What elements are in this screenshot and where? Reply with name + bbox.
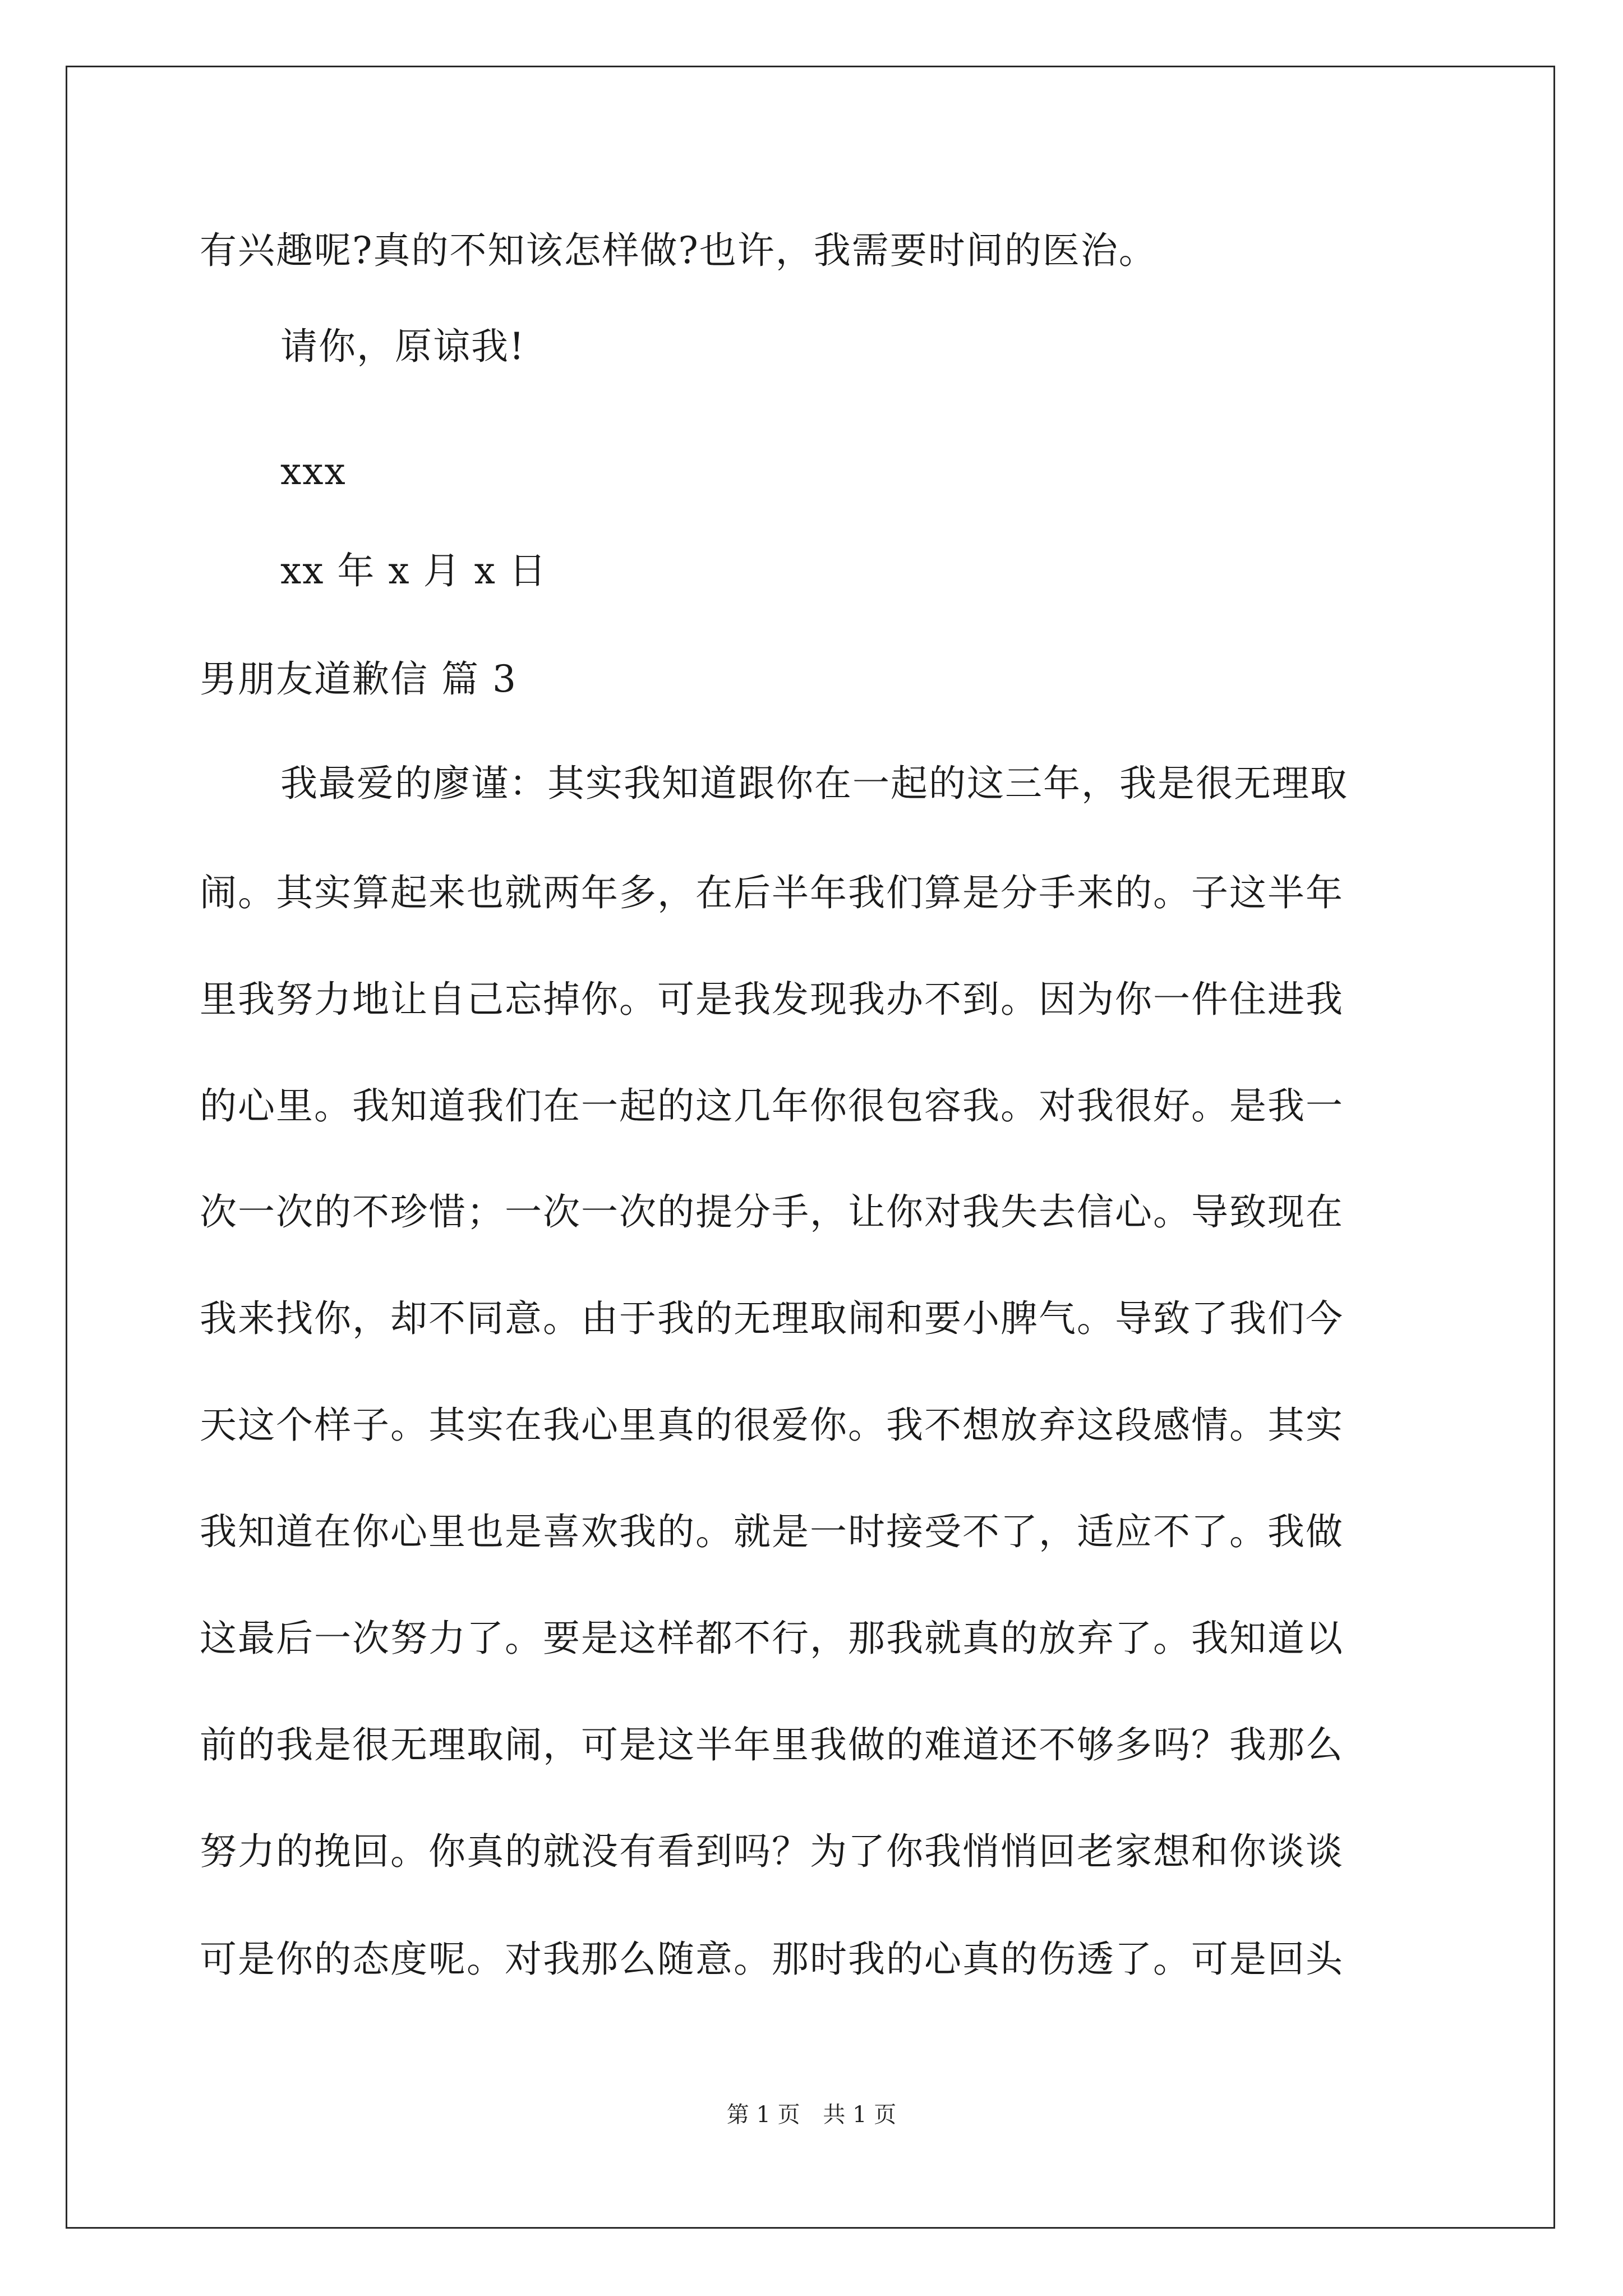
signature-date: xx 年 x 月 x 日 [280,549,547,592]
page-number: 第 1 页 [726,2102,800,2128]
text-line: 这最后一次努力了。要是这样都不行，那我就真的放弃了。我知道以 [200,1617,1344,1660]
page-footer [0,2097,1623,2129]
page-border [66,66,1555,2229]
text-line: 我最爱的廖谨：其实我知道跟你在一起的这三年，我是很无理取 [280,762,1348,805]
text-line: 前的我是很无理取闹，可是这半年里我做的难道还不够多吗？我那么 [200,1723,1344,1766]
text-line: 次一次的不珍惜；一次一次的提分手，让你对我失去信心。导致现在 [200,1190,1344,1234]
text-line: 努力的挽回。你真的就没有看到吗？为了你我悄悄回老家想和你谈谈 [200,1830,1344,1873]
text-line: 可是你的态度呢。对我那么随意。那时我的心真的伤透了。可是回头 [200,1938,1344,1981]
text-line: 我知道在你心里也是喜欢我的。就是一时接受不了，适应不了。我做 [200,1510,1344,1553]
section-heading: 男朋友道歉信 篇 3 [200,657,517,701]
signature-name: xxx [280,450,347,493]
text-line: 有兴趣呢?真的不知该怎样做?也许，我需要时间的医治。 [200,229,1157,272]
page-total: 共 1 页 [823,2102,897,2128]
text-line: 的心里。我知道我们在一起的这几年你很包容我。对我很好。是我一 [200,1084,1344,1128]
closing-line: 请你，原谅我! [280,325,525,368]
text-line: 里我努力地让自己忘掉你。可是我发现我办不到。因为你一件住进我 [200,978,1344,1021]
text-line: 我来找你，却不同意。由于我的无理取闹和要小脾气。导致了我们今 [200,1297,1344,1340]
text-line: 闹。其实算起来也就两年多，在后半年我们算是分手来的。子这半年 [200,871,1344,914]
text-line: 天这个样子。其实在我心里真的很爱你。我不想放弃这段感情。其实 [200,1404,1344,1447]
